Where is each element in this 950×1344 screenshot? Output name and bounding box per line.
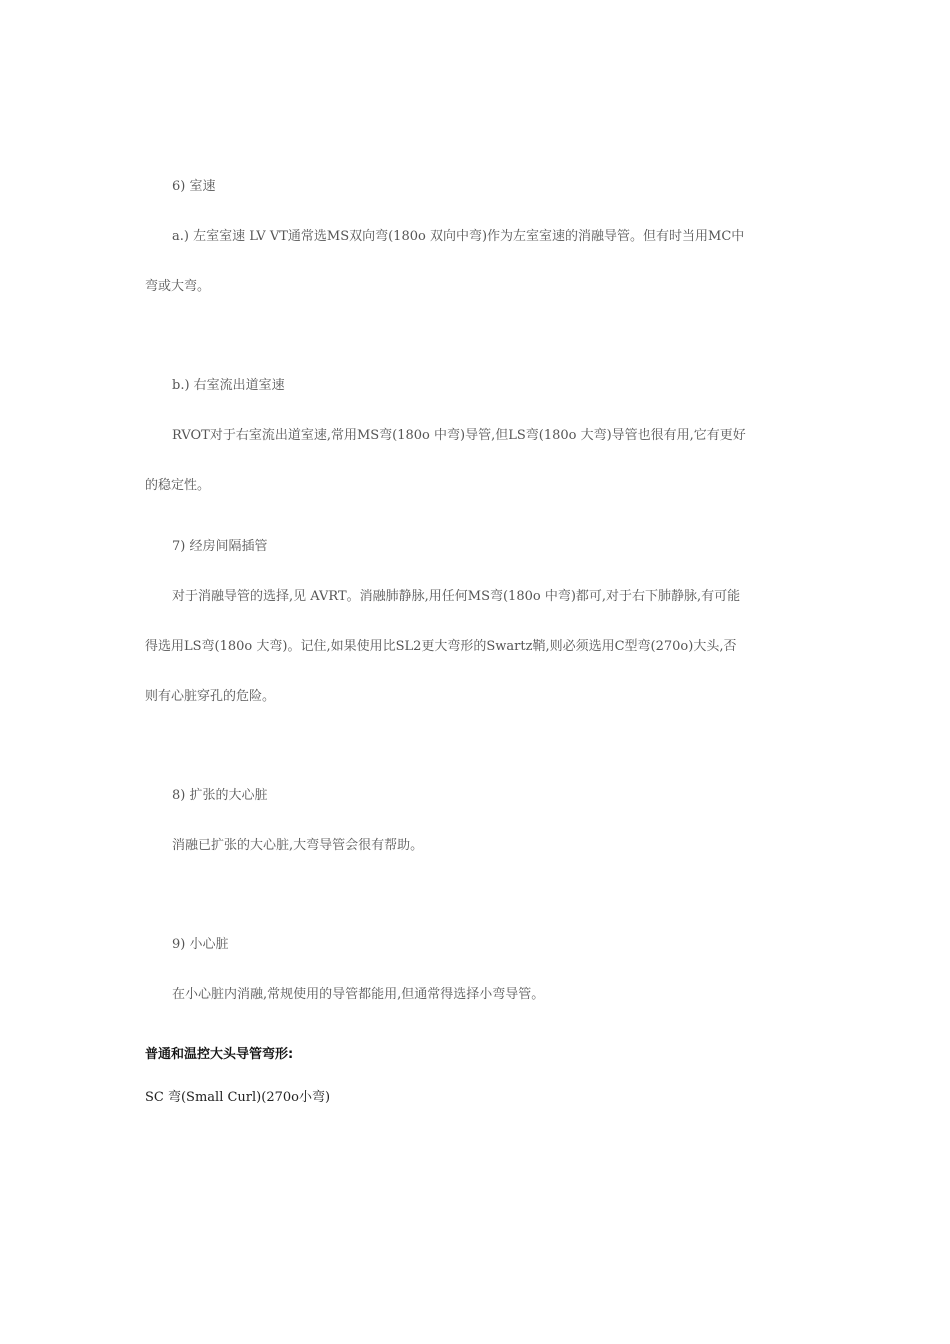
section-7-title: 7) 经房间隔插管 <box>172 539 268 554</box>
section-9-title: 9) 小心脏 <box>172 937 229 952</box>
section-7-line-3: 则有心脏穿孔的危险。 <box>145 689 276 704</box>
section-7-line-2: 得选用LS弯(180o 大弯)。记住,如果使用比SL2更大弯形的Swartz鞘,则必须选用C型弯(270o)大头,否 <box>145 639 737 654</box>
section-6a-line-2: 弯或大弯。 <box>145 279 211 294</box>
section-6b-title: b.) 右室流出道室速 <box>172 378 285 393</box>
section-6a-line-1: a.) 左室室速 LV VT通常选MS双向弯(180o 双向中弯)作为左室室速的消融导管。但有时当用MC中 <box>172 229 745 244</box>
sc-curve-line: SC 弯(Small Curl)(270o小弯) <box>145 1090 331 1105</box>
curve-types-heading: 普通和温控大头导管弯形: <box>145 1047 294 1062</box>
section-6-title: 6) 室速 <box>172 179 216 194</box>
section-8-line-1: 消融已扩张的大心脏,大弯导管会很有帮助。 <box>172 838 424 853</box>
section-8-title: 8) 扩张的大心脏 <box>172 788 268 803</box>
section-6b-line-1: RVOT对于右室流出道室速,常用MS弯(180o 中弯)导管,但LS弯(180o 大弯)导管也很有用,它有更好 <box>172 428 746 443</box>
section-9-line-1: 在小心脏内消融,常规使用的导管都能用,但通常得选择小弯导管。 <box>172 987 545 1002</box>
section-6b-line-2: 的稳定性。 <box>145 478 211 493</box>
section-7-line-1: 对于消融导管的选择,见 AVRT。消融肺静脉,用任何MS弯(180o 中弯)都可,对于右下肺静脉,有可能 <box>172 589 741 604</box>
